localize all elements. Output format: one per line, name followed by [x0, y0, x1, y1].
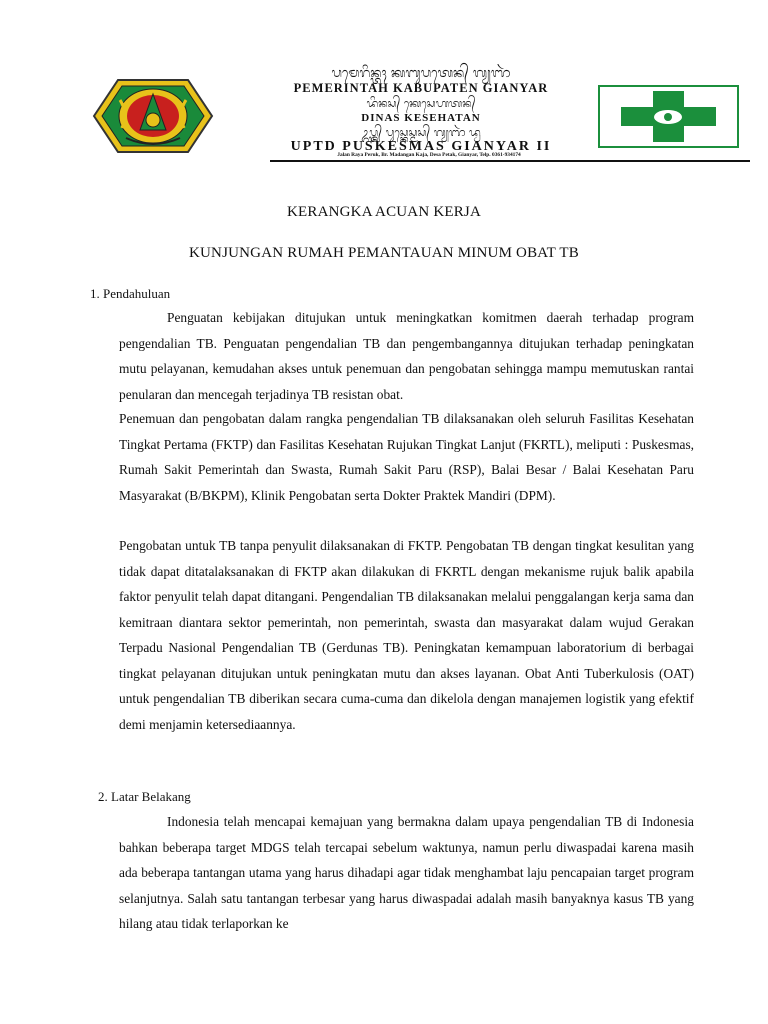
- balinese-script-line-3: ᬉᬧ᭄ᬢ᭄ᬤ᭄ ᬧᬸᬲ᭄ᬓᬾᬲ᭄ᬫᬲ᭄ ᬕ᭄ᬬᬜᬃ ᬤ᭄ᬯ: [361, 125, 481, 139]
- section-heading-latar-belakang: 2. Latar Belakang: [98, 789, 191, 804]
- health-cross-logo: [598, 85, 739, 148]
- letterhead-department: DINAS KESEHATAN: [361, 111, 481, 124]
- paragraph: Indonesia telah mencapai kemajuan yang bermakna dalam upaya pengendalian TB di Indonesia bahkan beberapa target MDGS telah tercapai sebelum waktunya, namun perlu diwaspadai karena masih ada beberapa tantangan utama yang harus dihadapi agar tidak menghambat laju pencapaian target program selanjutnya. Salah satu tantangan terbesar yang harus diwaspadai adalah masih banyaknya kasus TB yang hilang atau tidak terlaporkan ke: [119, 814, 694, 931]
- document-title: KERANGKA ACUAN KERJA: [286, 204, 481, 220]
- letterhead-divider: [270, 160, 750, 162]
- section-heading-pendahuluan: 1. Pendahuluan: [90, 286, 171, 301]
- paragraph: Penguatan kebijakan ditujukan untuk meningkatkan komitmen daerah terhadap program pengendalian TB. Penguatan pengendalian TB dan pengembangannya ditujukan terhadap peningkatan mutu pelayanan, kemudahan akses untuk penemuan dan pengobatan sehingga mampu memutuskan rantai penularan dan mencegah terjadinya TB resistan obat.: [119, 310, 694, 402]
- letterhead-address: Jalan Raya Peruk, Br. Madangan Kaja, Desa Petak, Gianyar, Telp. 0361-934174: [337, 152, 521, 158]
- balinese-script-line-2: ᬤᬶᬦᬲ᭄ ᬓᬾᬲᬾᬳᬢᬦ᭄: [366, 96, 476, 110]
- letterhead-unit: UPTD PUSKESMAS GIANYAR II: [290, 138, 552, 154]
- gianyar-regency-emblem: [88, 72, 218, 160]
- letterhead: [236, 64, 606, 154]
- paragraph: Pengobatan untuk TB tanpa penyulit dilaksanakan di FKTP. Pengobatan TB dengan tingkat kesulitan yang tidak dapat ditatalaksanakan di FKTP akan dilakukan di FKRTL dengan mekanisme rujuk balik apabila faktor penyulit telah dapat ditangani. Pengendalian TB dilaksanakan melalui penggalangan kerja sama dan kemitraan diantara sektor pemerintah, non pemerintah, swasta dan masyarakat dalam wujud Gerakan Terpadu Nasional Pengendalian TB (Gerdunas TB). Peningkatan kemampuan laboratorium di berbagai tingkat pelayanan ditujukan untuk peningkatan mutu dan akses layanan. Obat Anti Tuberkulosis (OAT) untuk pengendalian TB diberikan secara cuma-cuma dan dikelola dengan manajemen logistik yang efektif demi menjamin ketersediaannya.: [119, 538, 694, 732]
- letterhead-government: PEMERINTAH KABUPATEN GIANYAR: [293, 81, 549, 95]
- balinese-script-line-1: ᬧᬫᬾᬭᬶᬦ᭄ᬢᬄ ᬓᬩᬸᬧᬢᬾᬦ᭄ ᬕ᭄ᬬᬜᬃ: [331, 66, 511, 81]
- document-subtitle: KUNJUNGAN RUMAH PEMANTAUAN MINUM OBAT TB: [188, 245, 580, 261]
- paragraph: Penemuan dan pengobatan dalam rangka pengendalian TB dilaksanakan oleh seluruh Fasilitas Kesehatan Tingkat Pertama (FKTP) dan Fasilitas Kesehatan Rujukan Tingkat Lanjut (FKRTL), meliputi : Puskesmas, Rumah Sakit Pemerintah dan Swasta, Rumah Sakit Paru (RSP), Balai Besar / Balai Kesehatan Paru Masyarakat (B/BKPM), Klinik Pengobatan serta Dokter Praktek Mandiri (DPM).: [119, 411, 694, 503]
